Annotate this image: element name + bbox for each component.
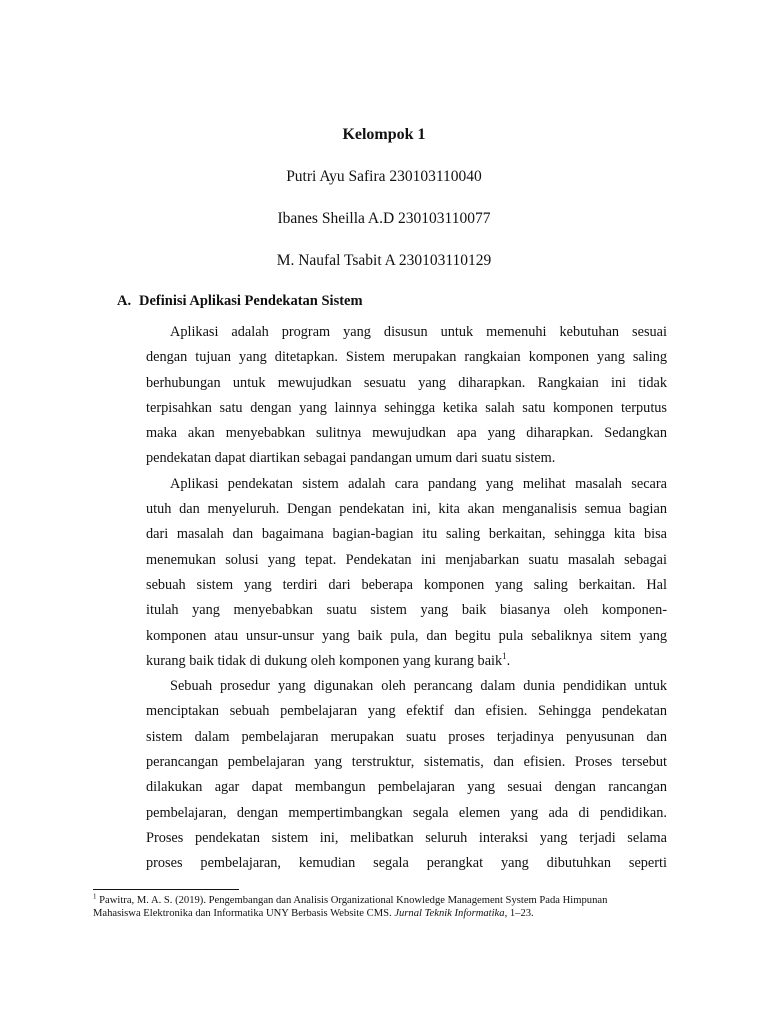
- text-line: menemukan solusi yang tepat. Pendekatan ini menjabarkan suatu masalah sebagai: [146, 551, 667, 568]
- text-line: berhubungan untuk mewujudkan sesuatu yang diharapkan. Rangkaian ini tidak: [146, 374, 667, 391]
- text-line: menciptakan sebuah pembelajaran yang efektif dan efisien. Sehingga pendekatan: [146, 703, 667, 720]
- end-punct: .: [506, 652, 511, 669]
- text-line: itulah yang menyebabkan suatu sistem yang baik biasanya oleh komponen-: [146, 602, 667, 619]
- text-line: komponen atau unsur-unsur yang baik pula, dan begitu pula sebaliknya sitem yang: [146, 627, 667, 644]
- text-line: Aplikasi pendekatan sistem adalah cara pandang yang melihat masalah secara: [170, 475, 667, 492]
- text-line: proses pembelajaran, kemudian segala perangkat yang dibutuhkan seperti: [146, 855, 667, 872]
- text-line: terpisahkan satu dengan yang lainnya sehingga ketika salah satu komponen terputus: [146, 399, 667, 416]
- text-line: sebuah sistem yang terdiri dari beberapa komponen yang saling berkaitan. Hal: [146, 576, 667, 593]
- text-line: pembelajaran, dengan mempertimbangkan segala elemen yang ada di pendidikan.: [146, 804, 667, 821]
- text-line-content: kurang baik tidak di dukung oleh komponen yang kurang baik: [146, 652, 503, 669]
- footnote-ref[interactable]: 1: [502, 651, 507, 662]
- footnote-line-1: [93, 892, 683, 908]
- text-line: dengan tujuan yang ditetapkan. Sistem merupakan rangkaian komponen yang saling: [146, 349, 667, 366]
- text-line: Sebuah prosedur yang digunakan oleh perancang dalam dunia pendidikan untuk: [170, 678, 667, 695]
- footnote: [93, 892, 683, 920]
- body-text: [146, 320, 667, 877]
- text-line: pendekatan dapat diartikan sebagai pandangan umum dari suatu sistem.: [146, 450, 556, 467]
- paragraph-2: [146, 472, 667, 674]
- paragraph-1: [146, 320, 667, 472]
- footnote-marker: 1: [93, 892, 97, 901]
- section-number: A.: [117, 293, 132, 309]
- footnote-text: Pawitra, M. A. S. (2019). Pengembangan dan Analisis Organizational Knowledge Management System Pada Himpunan: [99, 895, 608, 906]
- section-title: Definisi Aplikasi Pendekatan Sistem: [139, 293, 363, 309]
- member-3: M. Naufal Tsabit A 230103110129: [276, 252, 492, 269]
- member-1: Putri Ayu Safira 230103110040: [286, 168, 482, 185]
- footnote-text: Mahasiswa Elektronika dan Informatika UNY Berbasis Website CMS.: [93, 907, 395, 919]
- text-line: Aplikasi adalah program yang disusun untuk memenuhi kebutuhan sesuai: [170, 324, 667, 340]
- footnote-journal: Jurnal Teknik Informatika: [394, 907, 505, 919]
- text-line: sistem dalam pembelajaran merupakan suatu proses terjadinya penyusunan dan: [146, 728, 667, 745]
- text-line: perancangan pembelajaran yang terstruktur, sistematis, dan efisien. Proses tersebut: [146, 754, 667, 771]
- text-line: dilakukan agar dapat membangun pembelajaran yang sesuai dengan rancangan: [146, 779, 667, 796]
- paragraph-3: [146, 674, 667, 876]
- footnote-line-2: [93, 908, 683, 921]
- member-2: Ibanes Sheilla A.D 230103110077: [277, 210, 491, 227]
- text-line: Proses pendekatan sistem ini, melibatkan seluruh interaksi yang terjadi selama: [146, 829, 667, 846]
- text-line: maka akan menyebabkan sulitnya mewujudkan apa yang diharapkan. Sedangkan: [146, 425, 667, 442]
- group-title: Kelompok 1: [342, 126, 426, 143]
- text-line: [146, 649, 667, 674]
- text-line: utuh dan menyeluruh. Dengan pendekatan ini, kita akan menganalisis semua bagian: [146, 501, 667, 518]
- footnote-text: , 1–23.: [504, 907, 534, 919]
- text-line: dari masalah dan bagaimana bagian-bagian itu saling berkaitan, sehingga kita bisa: [146, 526, 667, 543]
- section-heading: [117, 290, 363, 312]
- footnote-separator: [93, 889, 239, 890]
